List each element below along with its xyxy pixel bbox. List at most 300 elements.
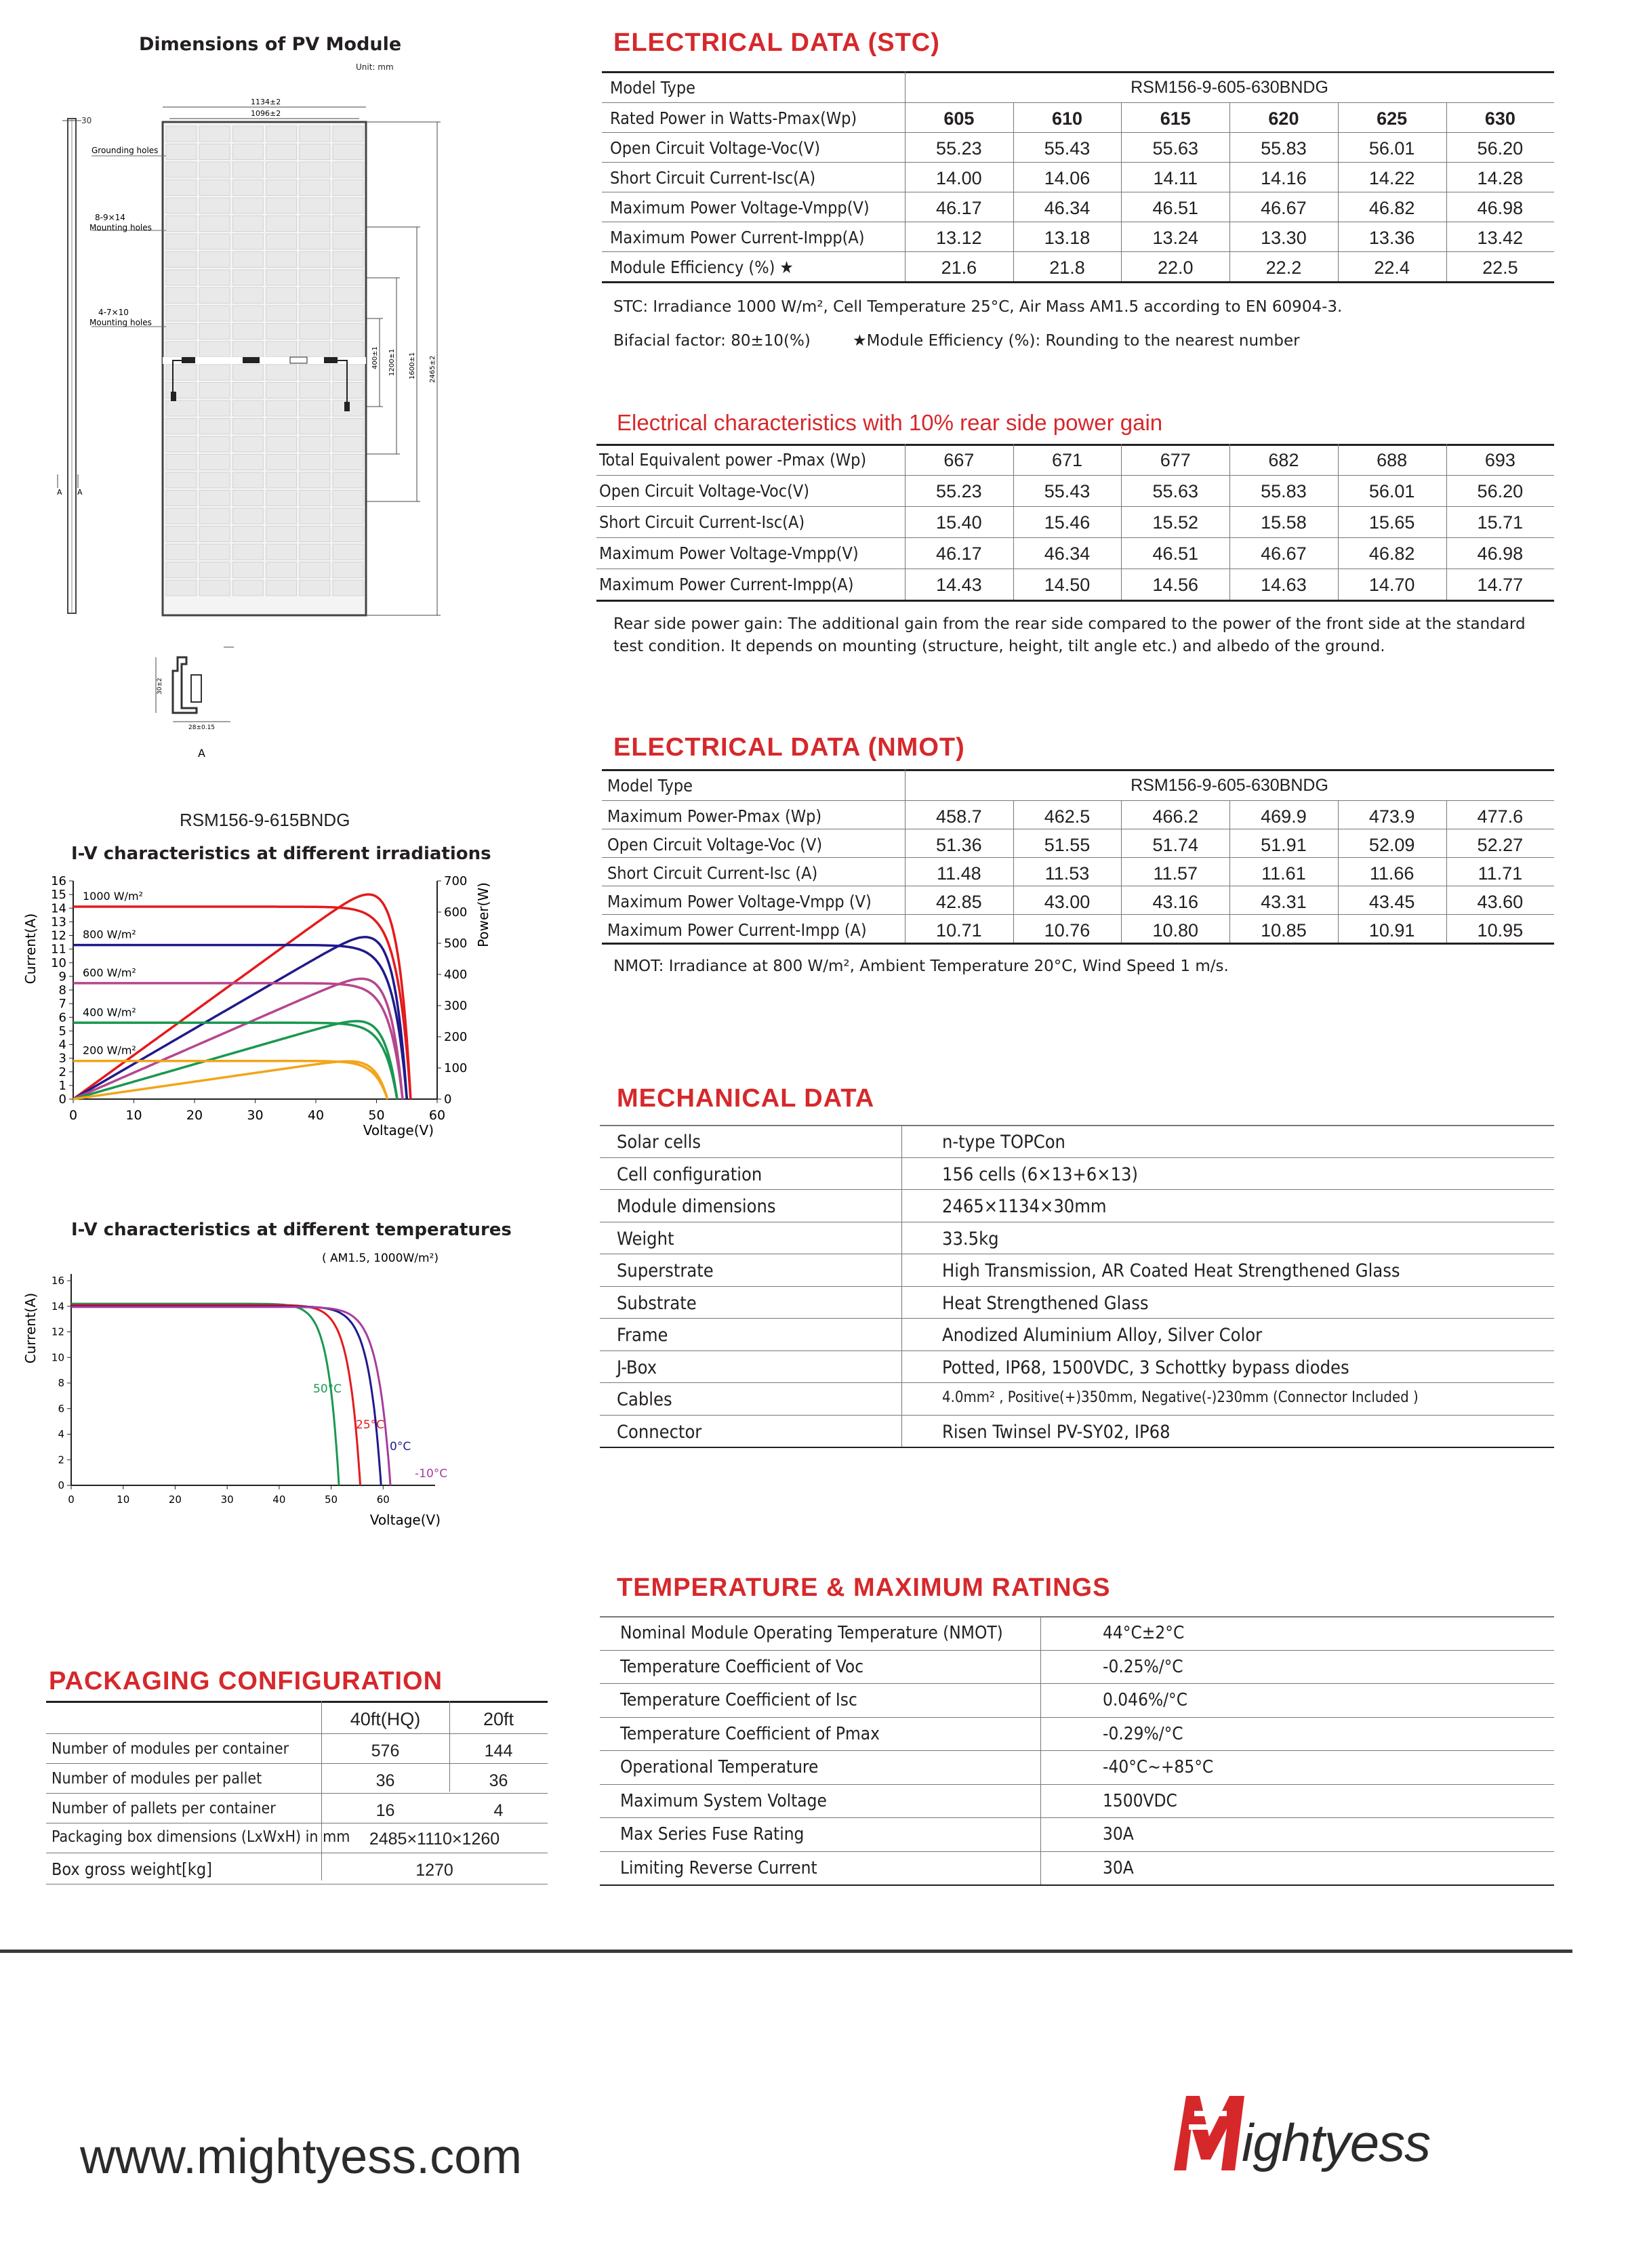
temperature-title: TEMPERATURE & MAXIMUM RATINGS xyxy=(617,1573,1111,1602)
y-tick-label: 10 xyxy=(51,1351,64,1364)
solar-cell xyxy=(199,472,230,488)
solar-cell xyxy=(199,324,230,339)
solar-cell xyxy=(232,144,263,160)
x-tick-label: 0 xyxy=(68,1493,75,1506)
solar-cell xyxy=(199,491,230,506)
brand-logo xyxy=(1166,2084,1545,2179)
solar-cell xyxy=(199,126,230,142)
pack-col1: 40ft(HQ) xyxy=(350,1709,421,1729)
solar-cell xyxy=(266,544,297,560)
rear-value: 671 xyxy=(1052,450,1083,470)
solar-cell xyxy=(266,144,297,160)
y2-axis-label: Power(W) xyxy=(475,882,491,947)
power-curve-series xyxy=(73,978,403,1099)
solar-cell xyxy=(333,126,363,142)
temp-value: 44°C±2°C xyxy=(1103,1623,1185,1643)
nmot-value: 10.80 xyxy=(1152,920,1199,941)
mech-label: Cell configuration xyxy=(617,1163,762,1185)
solar-cell xyxy=(232,180,263,196)
solar-cell xyxy=(199,180,230,196)
mech-value: Potted, IP68, 1500VDC, 3 Schottky bypass diodes xyxy=(942,1357,1349,1378)
rear-value: 14.70 xyxy=(1368,575,1415,595)
solar-cell xyxy=(333,234,363,249)
nmot-value: 10.91 xyxy=(1368,920,1415,941)
solar-cell xyxy=(300,400,330,416)
nmot-value: 43.60 xyxy=(1477,892,1524,912)
solar-cell xyxy=(232,419,263,434)
solar-cell xyxy=(232,436,263,452)
solar-cell xyxy=(232,216,263,232)
solar-cell xyxy=(199,580,230,596)
solar-cell xyxy=(266,527,297,542)
y-tick-label: 13 xyxy=(51,915,66,930)
solar-cell xyxy=(199,544,230,560)
footer-url[interactable]: www.mightyess.com xyxy=(80,2130,523,2184)
solar-cell xyxy=(266,400,297,416)
solar-cell xyxy=(199,162,230,178)
solar-cell xyxy=(300,216,330,232)
series-label: 0°C xyxy=(390,1440,411,1453)
solar-cell xyxy=(300,383,330,398)
solar-cell xyxy=(166,544,197,560)
stc-value: 14.28 xyxy=(1477,168,1524,188)
solar-cell xyxy=(166,419,197,434)
x-tick-label: 20 xyxy=(186,1108,203,1123)
solar-cell xyxy=(333,162,363,178)
nmot-value: 43.31 xyxy=(1261,892,1307,912)
nmot-value: 11.66 xyxy=(1369,863,1415,884)
svg-text:2465±2: 2465±2 xyxy=(429,355,436,383)
stc-value: 14.11 xyxy=(1153,168,1198,188)
thickness-label: 30 xyxy=(81,116,92,125)
solar-cell xyxy=(232,270,263,285)
x-axis-label: Voltage(V) xyxy=(369,1512,441,1528)
solar-cell xyxy=(266,306,297,321)
solar-cell xyxy=(300,472,330,488)
stc-value: 13.30 xyxy=(1261,228,1307,248)
solar-cell xyxy=(333,216,363,232)
rear-value: 15.58 xyxy=(1261,512,1307,533)
solar-cell xyxy=(266,324,297,339)
nmot-value: 11.57 xyxy=(1153,863,1198,884)
y-tick-label: 16 xyxy=(51,1275,64,1287)
mech-value: Heat Strengthened Glass xyxy=(942,1292,1149,1314)
y-tick-label: 9 xyxy=(58,969,66,984)
rear-row-label: Total Equivalent power -Pmax (Wp) xyxy=(599,450,867,470)
packaging-table xyxy=(46,1701,548,1891)
nmot-value: 462.5 xyxy=(1044,806,1091,827)
x-tick-label: 40 xyxy=(307,1108,325,1123)
solar-cell xyxy=(266,216,297,232)
mech-label: Weight xyxy=(617,1228,674,1250)
solar-cell xyxy=(166,508,197,524)
x-tick-label: 40 xyxy=(272,1493,286,1506)
dimensions-section xyxy=(27,27,556,760)
solar-cell xyxy=(266,342,297,357)
solar-cell xyxy=(166,383,197,398)
mech-label: Connector xyxy=(617,1421,702,1443)
solar-cell xyxy=(199,198,230,213)
stc-row-label: Maximum Power Voltage-Vmpp(V) xyxy=(610,198,870,218)
solar-cell xyxy=(232,324,263,339)
solar-cell xyxy=(300,455,330,470)
series-label: 200 W/m² xyxy=(83,1044,136,1057)
solar-cell xyxy=(300,580,330,596)
svg-text:4-7×10: 4-7×10 xyxy=(98,308,129,317)
svg-text:8-9×14: 8-9×14 xyxy=(95,213,125,222)
series-label: 1000 W/m² xyxy=(83,890,144,903)
stc-value: 22.2 xyxy=(1265,257,1302,278)
solar-cell xyxy=(199,342,230,357)
x-tick-label: 0 xyxy=(68,1108,78,1123)
nmot-value: 43.00 xyxy=(1044,892,1091,912)
temp-value: 30A xyxy=(1103,1824,1134,1844)
solar-cell xyxy=(232,491,263,506)
mech-value: 2465×1134×30mm xyxy=(942,1196,1107,1217)
rear-value: 46.17 xyxy=(936,543,982,564)
nmot-value: 43.16 xyxy=(1152,892,1199,912)
y-tick-label: 10 xyxy=(51,955,66,970)
solar-cell xyxy=(166,252,197,268)
solar-cell xyxy=(166,198,197,213)
solar-cell xyxy=(300,126,330,142)
solar-cell xyxy=(333,580,363,596)
y-tick-label: 8 xyxy=(58,1377,64,1389)
pack-weight-label: Box gross weight[kg] xyxy=(52,1859,212,1879)
mech-value: Anodized Aluminium Alloy, Silver Color xyxy=(942,1325,1263,1346)
svg-text:1134±2: 1134±2 xyxy=(251,98,281,106)
rear-value: 693 xyxy=(1484,450,1515,470)
solar-cell xyxy=(232,580,263,596)
mech-label: Cables xyxy=(617,1389,672,1410)
mech-label: Superstrate xyxy=(617,1260,714,1281)
stc-value: 21.8 xyxy=(1049,257,1085,278)
rear-value: 56.20 xyxy=(1477,481,1524,501)
stc-value: 13.24 xyxy=(1152,228,1199,248)
solar-cell xyxy=(333,365,363,380)
stc-value: 13.12 xyxy=(936,228,982,248)
solar-cell xyxy=(333,419,363,434)
rear-value: 46.98 xyxy=(1477,543,1524,564)
y2-tick-label: 300 xyxy=(444,999,468,1013)
y-tick-label: 6 xyxy=(58,1402,64,1415)
y-tick-label: 14 xyxy=(51,1300,64,1313)
y2-tick-label: 500 xyxy=(444,936,468,951)
stc-row-label: Module Efficiency (%) ★ xyxy=(610,257,794,277)
solar-cell xyxy=(166,180,197,196)
temp-value: 1500VDC xyxy=(1103,1790,1177,1811)
solar-cell xyxy=(232,544,263,560)
solar-cell xyxy=(232,252,263,268)
solar-cell xyxy=(232,288,263,304)
x-tick-label: 50 xyxy=(325,1493,338,1506)
stc-value: 56.01 xyxy=(1368,138,1415,159)
y-tick-label: 4 xyxy=(58,1428,64,1441)
svg-text:400±1: 400±1 xyxy=(371,346,379,369)
y-tick-label: 4 xyxy=(58,1037,66,1052)
solar-cell xyxy=(166,562,197,578)
svg-text:A: A xyxy=(77,488,83,497)
mech-value: Risen Twinsel PV-SY02, IP68 xyxy=(942,1421,1171,1443)
solar-cell xyxy=(199,455,230,470)
solar-cell xyxy=(232,126,263,142)
svg-text:Grounding holes: Grounding holes xyxy=(91,146,159,155)
y-axis-label: Current(A) xyxy=(22,1292,39,1364)
solar-cell xyxy=(199,270,230,285)
nmot-value: 11.61 xyxy=(1261,863,1306,884)
solar-cell xyxy=(199,419,230,434)
y-tick-label: 16 xyxy=(51,874,66,888)
rear-row-label: Open Circuit Voltage-Voc(V) xyxy=(599,481,810,501)
solar-cell xyxy=(266,383,297,398)
solar-cell xyxy=(300,527,330,542)
stc-value: 625 xyxy=(1377,108,1408,129)
rear-value: 682 xyxy=(1268,450,1299,470)
stc-value: 615 xyxy=(1160,108,1191,129)
x-tick-label: 60 xyxy=(376,1493,390,1506)
x-tick-label: 10 xyxy=(125,1108,142,1123)
solar-cell xyxy=(232,365,263,380)
nmot-value: 43.45 xyxy=(1368,892,1415,912)
solar-cell xyxy=(300,562,330,578)
rear-value: 55.83 xyxy=(1261,481,1307,501)
x-tick-label: 50 xyxy=(368,1108,385,1123)
solar-cell xyxy=(166,162,197,178)
solar-cell xyxy=(333,527,363,542)
stc-title: ELECTRICAL DATA (STC) xyxy=(613,28,940,57)
solar-cell xyxy=(199,508,230,524)
solar-cell xyxy=(232,198,263,213)
stc-value: 55.23 xyxy=(936,138,982,159)
dimensions-unit: Unit: mm xyxy=(356,62,394,72)
iv-curve-series xyxy=(73,983,403,1099)
solar-cell xyxy=(266,580,297,596)
solar-cell xyxy=(266,126,297,142)
nmot-value: 469.9 xyxy=(1261,806,1307,827)
nmot-model-value: RSM156-9-605-630BNDG xyxy=(1131,776,1328,795)
mech-label: Frame xyxy=(617,1325,668,1346)
solar-cell xyxy=(333,455,363,470)
rear-value: 46.34 xyxy=(1044,543,1091,564)
mechanical-title: MECHANICAL DATA xyxy=(617,1084,875,1113)
solar-cell xyxy=(266,419,297,434)
solar-cell xyxy=(300,180,330,196)
solar-cell xyxy=(333,544,363,560)
solar-cell xyxy=(199,252,230,268)
iv-curve-series xyxy=(71,1307,390,1485)
rear-value: 14.43 xyxy=(936,575,982,595)
stc-efficiency-note: ★Module Efficiency (%): Rounding to the nearest number xyxy=(853,332,1300,350)
solar-cell xyxy=(300,544,330,560)
y2-tick-label: 400 xyxy=(444,968,468,982)
rear-gain-note-1: Rear side power gain: The additional gain from the rear side compared to the power of the front side at the standard xyxy=(613,615,1526,633)
stc-value: 13.18 xyxy=(1044,228,1091,248)
rear-value: 55.43 xyxy=(1044,481,1091,501)
nmot-value: 10.95 xyxy=(1477,920,1524,941)
y-tick-label: 0 xyxy=(58,1092,66,1107)
solar-cell xyxy=(166,324,197,339)
stc-value: 14.22 xyxy=(1368,168,1415,188)
solar-cell xyxy=(333,252,363,268)
solar-cell xyxy=(266,234,297,249)
svg-text:1096±2: 1096±2 xyxy=(251,109,281,118)
rear-value: 14.56 xyxy=(1152,575,1199,595)
solar-cell xyxy=(300,342,330,357)
y-tick-label: 1 xyxy=(58,1078,66,1093)
solar-cell xyxy=(232,383,263,398)
nmot-value: 51.36 xyxy=(936,835,982,855)
stc-note: STC: Irradiance 1000 W/m², Cell Temperature 25°C, Air Mass AM1.5 according to EN 60904-3. xyxy=(613,298,1343,316)
stc-value: 56.20 xyxy=(1477,138,1524,159)
solar-cell xyxy=(166,126,197,142)
condition-label: ( AM1.5, 1000W/m²) xyxy=(322,1252,439,1265)
solar-cell xyxy=(166,234,197,249)
solar-cell xyxy=(333,180,363,196)
rear-value: 14.50 xyxy=(1044,575,1091,595)
rear-value: 46.67 xyxy=(1261,543,1307,564)
rear-gain-note-2: test condition. It depends on mounting (structure, height, tilt angle etc.) and albedo of the ground. xyxy=(613,638,1385,655)
nmot-value: 473.9 xyxy=(1368,806,1415,827)
pack-weight-value: 1270 xyxy=(415,1861,453,1880)
y-tick-label: 6 xyxy=(58,1010,66,1025)
x-tick-label: 30 xyxy=(247,1108,264,1123)
svg-text:Mounting holes: Mounting holes xyxy=(89,318,152,327)
rear-value: 15.52 xyxy=(1152,512,1199,533)
x-tick-label: 20 xyxy=(168,1493,182,1506)
y-tick-label: 15 xyxy=(51,888,66,903)
nmot-value: 458.7 xyxy=(936,806,982,827)
stc-value: 46.98 xyxy=(1477,198,1524,218)
solar-cell xyxy=(300,419,330,434)
solar-cell xyxy=(266,365,297,380)
stc-model-value: RSM156-9-605-630BNDG xyxy=(1131,78,1328,97)
x-axis-label: Voltage(V) xyxy=(363,1122,434,1138)
series-label: 25°C xyxy=(356,1418,385,1432)
stc-value: 22.5 xyxy=(1482,257,1518,278)
rear-value: 14.77 xyxy=(1477,575,1524,595)
iv-irradiance-title: I-V characteristics at different irradiations xyxy=(71,844,491,864)
rear-value: 56.01 xyxy=(1368,481,1415,501)
stc-value: 21.6 xyxy=(941,257,977,278)
nmot-row-label: Maximum Power Voltage-Vmpp (V) xyxy=(607,892,872,911)
temp-value: 0.046%/°C xyxy=(1103,1690,1188,1710)
iv-irradiance-model: RSM156-9-615BNDG xyxy=(180,810,350,830)
stc-row-label: Rated Power in Watts-Pmax(Wp) xyxy=(610,108,857,128)
solar-cell xyxy=(232,162,263,178)
stc-value: 630 xyxy=(1484,108,1515,129)
solar-cell xyxy=(300,306,330,321)
solar-cell xyxy=(266,252,297,268)
solar-cell xyxy=(333,383,363,398)
solar-cell xyxy=(199,436,230,452)
nmot-table xyxy=(602,769,1554,959)
solar-cell xyxy=(266,491,297,506)
nmot-row-label: Short Circuit Current-Isc (A) xyxy=(607,863,818,883)
solar-cell xyxy=(300,436,330,452)
solar-cell xyxy=(333,436,363,452)
rear-value: 55.23 xyxy=(936,481,982,501)
pack-v1: 576 xyxy=(371,1741,400,1760)
y2-tick-label: 200 xyxy=(444,1030,468,1044)
pack-v2: 4 xyxy=(493,1801,504,1820)
temp-label: Maximum System Voltage xyxy=(620,1790,827,1811)
mechanical-table xyxy=(600,1125,1554,1457)
stc-value: 55.63 xyxy=(1152,138,1199,159)
stc-row-label: Short Circuit Current-Isc(A) xyxy=(610,168,816,188)
iv-curve-series xyxy=(71,1304,339,1485)
solar-cell xyxy=(166,365,197,380)
solar-cell xyxy=(300,162,330,178)
nmot-value: 11.71 xyxy=(1478,863,1523,884)
y-axis-label: Current(A) xyxy=(22,913,39,985)
nmot-value: 51.91 xyxy=(1261,835,1307,855)
svg-text:28±0.15: 28±0.15 xyxy=(188,724,216,731)
svg-text:A: A xyxy=(57,488,62,497)
stc-value: 55.43 xyxy=(1044,138,1091,159)
solar-cell xyxy=(300,508,330,524)
temp-label: Operational Temperature xyxy=(620,1757,819,1777)
nmot-row-label: Maximum Power Current-Impp (A) xyxy=(607,920,867,940)
brand-mark xyxy=(1166,2084,1254,2179)
dimensions-title: Dimensions of PV Module xyxy=(139,34,402,55)
x-tick-label: 10 xyxy=(117,1493,130,1506)
solar-cell xyxy=(333,144,363,160)
temp-value: -0.29%/°C xyxy=(1103,1723,1183,1744)
stc-value: 22.0 xyxy=(1157,257,1194,278)
solar-cell xyxy=(232,455,263,470)
stc-table xyxy=(602,71,1554,288)
temp-label: Max Series Fuse Rating xyxy=(620,1824,805,1844)
y-tick-label: 5 xyxy=(58,1024,66,1039)
stc-value: 13.36 xyxy=(1368,228,1415,248)
solar-cell xyxy=(199,306,230,321)
solar-cell xyxy=(333,288,363,304)
solar-cell xyxy=(300,234,330,249)
pack-dim-label: Packaging box dimensions (LxWxH) in mm xyxy=(52,1828,350,1846)
y-tick-label: 2 xyxy=(58,1065,66,1079)
solar-cell xyxy=(166,144,197,160)
solar-cell xyxy=(166,216,197,232)
y-tick-label: 12 xyxy=(51,1325,64,1338)
nmot-value: 51.55 xyxy=(1044,835,1091,855)
nmot-value: 11.53 xyxy=(1044,863,1090,884)
iv-irradiance-chart xyxy=(14,867,502,1152)
y2-tick-label: 100 xyxy=(444,1061,468,1075)
solar-cell xyxy=(266,436,297,452)
solar-cell xyxy=(333,472,363,488)
solar-cell xyxy=(333,270,363,285)
pack-row-label: Number of modules per container xyxy=(52,1740,289,1758)
mech-label: J-Box xyxy=(617,1357,657,1378)
solar-cell xyxy=(333,562,363,578)
temp-value: 30A xyxy=(1103,1857,1134,1878)
rear-gain-title: Electrical characteristics with 10% rear side power gain xyxy=(617,410,1163,435)
stc-value: 22.4 xyxy=(1374,257,1410,278)
solar-cell xyxy=(333,324,363,339)
stc-row-label: Open Circuit Voltage-Voc(V) xyxy=(610,138,821,158)
solar-cell xyxy=(266,288,297,304)
solar-cell xyxy=(232,234,263,249)
rear-value: 46.51 xyxy=(1152,543,1199,564)
solar-cell xyxy=(266,562,297,578)
stc-value: 46.51 xyxy=(1152,198,1199,218)
solar-cell xyxy=(199,234,230,249)
solar-cell xyxy=(199,365,230,380)
solar-cell xyxy=(232,306,263,321)
y-tick-label: 11 xyxy=(51,942,66,957)
solar-cell xyxy=(300,288,330,304)
mech-value: 4.0mm² , Positive(+)350mm, Negative(-)230mm (Connector Included ) xyxy=(942,1389,1419,1406)
